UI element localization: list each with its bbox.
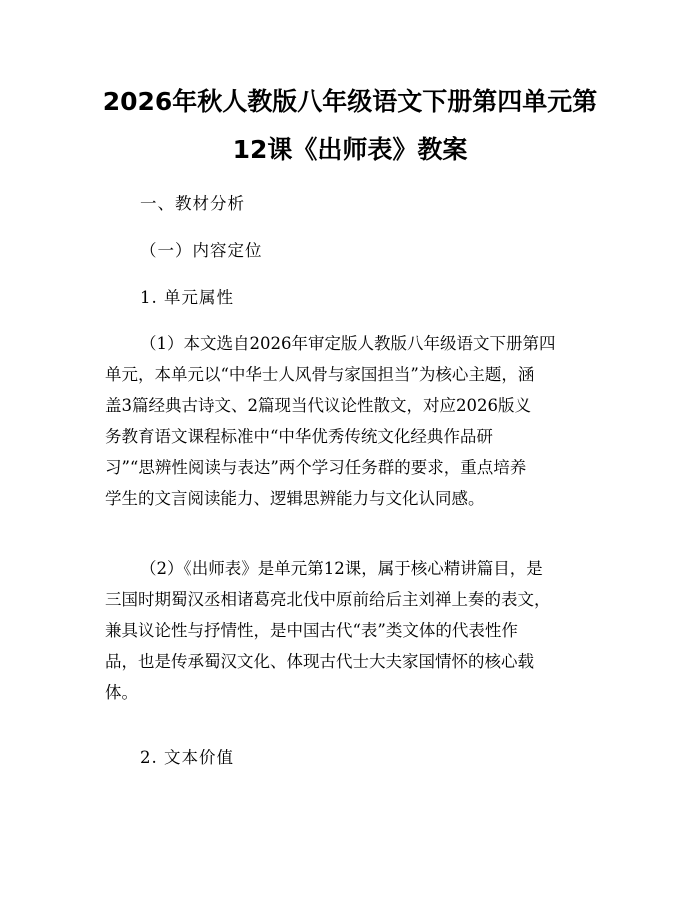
paragraph-line: 习”“思辨性阅读与表达”两个学习任务群的要求，重点培养 (105, 458, 527, 477)
paragraph-unit-attributes-2 (105, 553, 605, 708)
paragraph-line: 盖3篇经典古诗文、2篇现当代议论性散文，对应2026版义 (105, 396, 531, 415)
document-title-line-1: 2026年秋人教版八年级语文下册第四单元第 (102, 87, 598, 116)
paragraph-line: 务教育语文课程标准中“中华优秀传统文化经典作品研 (105, 427, 493, 446)
item-heading-unit-attributes: 1. 单元属性 (140, 288, 234, 307)
paragraph-line: （1）本文选自2026年审定版人教版八年级语文下册第四 (140, 334, 556, 353)
paragraph-line: 学生的文言阅读能力、逻辑思辨能力与文化认同感。 (105, 489, 485, 508)
item-heading-text-value: 2. 文本价值 (140, 748, 234, 767)
subsection-heading-content-positioning: （一）内容定位 (140, 241, 263, 260)
paragraph-unit-attributes-1 (105, 328, 605, 514)
document-title-line-2: 12课《出师表》教案 (232, 135, 468, 164)
section-heading-teaching-material-analysis: 一、教材分析 (140, 194, 245, 213)
paragraph-line: 单元，本单元以“中华士人风骨与家国担当”为核心主题，涵 (105, 365, 535, 384)
paragraph-line: （2）《出师表》是单元第12课，属于核心精讲篇目，是 (140, 559, 543, 578)
paragraph-line: 品，也是传承蜀汉文化、体现古代士大夫家国情怀的核心载 (105, 652, 534, 671)
paragraph-line: 体。 (105, 683, 138, 702)
paragraph-line: 兼具议论性与抒情性，是中国古代“表”类文体的代表性作 (105, 621, 518, 640)
paragraph-line: 三国时期蜀汉丞相诸葛亮北伐中原前给后主刘禅上奏的表文， (105, 590, 551, 609)
